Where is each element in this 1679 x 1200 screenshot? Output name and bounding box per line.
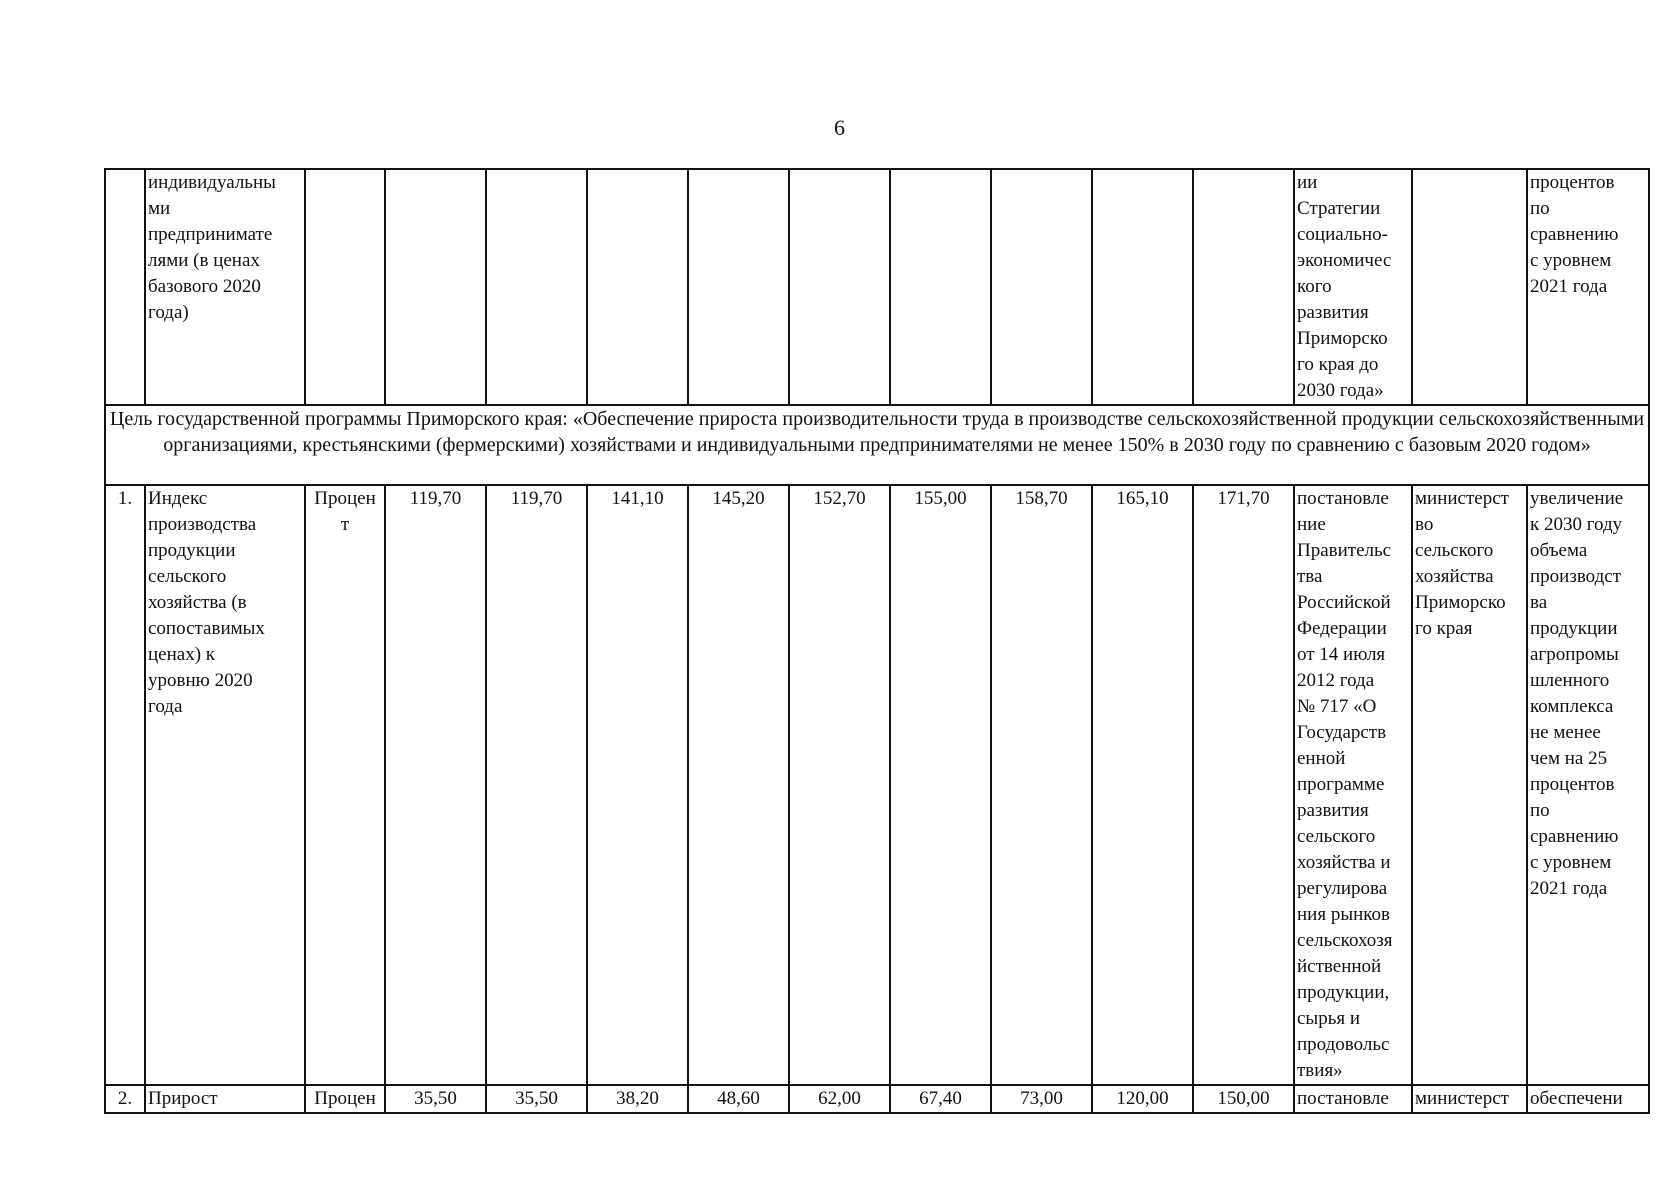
cell-basis: постановле ние Правительс тва Российской Федерации от 14 июля 2012 года № 717 «О Государств енной программе развития сельского хозяйства и регулирова ния рынков сельскохозя йственной продукции, сырья и продовольс твия» [1294,485,1412,1085]
page-number: 6 [834,115,845,140]
cell-value: 171,70 [1193,485,1294,1085]
cell-basis: постановле [1294,1085,1412,1113]
cell-basis: ии Стратегии социально- экономичес кого развития Приморско го края до 2030 года» [1294,169,1412,405]
cell-value [1092,169,1193,405]
cell-unit [305,169,385,405]
indicators-table [104,168,1650,1114]
table-row-goal [105,405,1649,485]
cell-result: процентов по сравнению с уровнем 2021 года [1527,169,1649,405]
cell-responsible: министерст [1412,1085,1527,1113]
cell-value: 152,70 [789,485,890,1085]
cell-value: 73,00 [991,1085,1092,1113]
cell-value: 35,50 [486,1085,587,1113]
cell-result: обеспечени [1527,1085,1649,1113]
cell-indicator: Прирост [145,1085,305,1113]
cell-value [486,169,587,405]
table-row-continuation [105,169,1649,405]
table-row [105,1085,1649,1113]
cell-value: 38,20 [587,1085,688,1113]
cell-no: 2. [105,1085,145,1113]
cell-value: 119,70 [385,485,486,1085]
cell-result: увеличение к 2030 году объема производст ва продукции агропромы шленного комплекса не менее чем на 25 процентов по сравнению с уровнем 2021 года [1527,485,1649,1085]
cell-value [789,169,890,405]
cell-value: 150,00 [1193,1085,1294,1113]
cell-value: 165,10 [1092,485,1193,1085]
cell-value: 119,70 [486,485,587,1085]
cell-value: 48,60 [688,1085,789,1113]
cell-value: 158,70 [991,485,1092,1085]
cell-value: 62,00 [789,1085,890,1113]
cell-value: 120,00 [1092,1085,1193,1113]
cell-value: 35,50 [385,1085,486,1113]
table-row [105,485,1649,1085]
cell-indicator: индивидуальны ми предпринимате лями (в ценах базового 2020 года) [145,169,305,405]
cell-value: 155,00 [890,485,991,1085]
cell-value [587,169,688,405]
cell-indicator: Индекс производства продукции сельского хозяйства (в сопоставимых ценах) к уровню 2020 года [145,485,305,1085]
cell-no: 1. [105,485,145,1085]
cell-value [890,169,991,405]
cell-value: 141,10 [587,485,688,1085]
cell-value [1193,169,1294,405]
cell-responsible: министерст во сельского хозяйства Приморско го края [1412,485,1527,1085]
program-goal: Цель государственной программы Приморского края: «Обеспечение прироста производительности труда в производстве сельскохозяйственной продукции сельскохозяйственными организациями, крестьянскими (фермерскими) хозяйствами и индивидуальными предпринимателями не менее 150% в 2030 году по сравнению с базовым 2020 годом» [105,405,1649,485]
cell-value: 145,20 [688,485,789,1085]
cell-unit: Процен [305,1085,385,1113]
cell-unit: Процен т [305,485,385,1085]
cell-no [105,169,145,405]
cell-value [385,169,486,405]
cell-responsible [1412,169,1527,405]
cell-value: 67,40 [890,1085,991,1113]
cell-value [688,169,789,405]
cell-value [991,169,1092,405]
